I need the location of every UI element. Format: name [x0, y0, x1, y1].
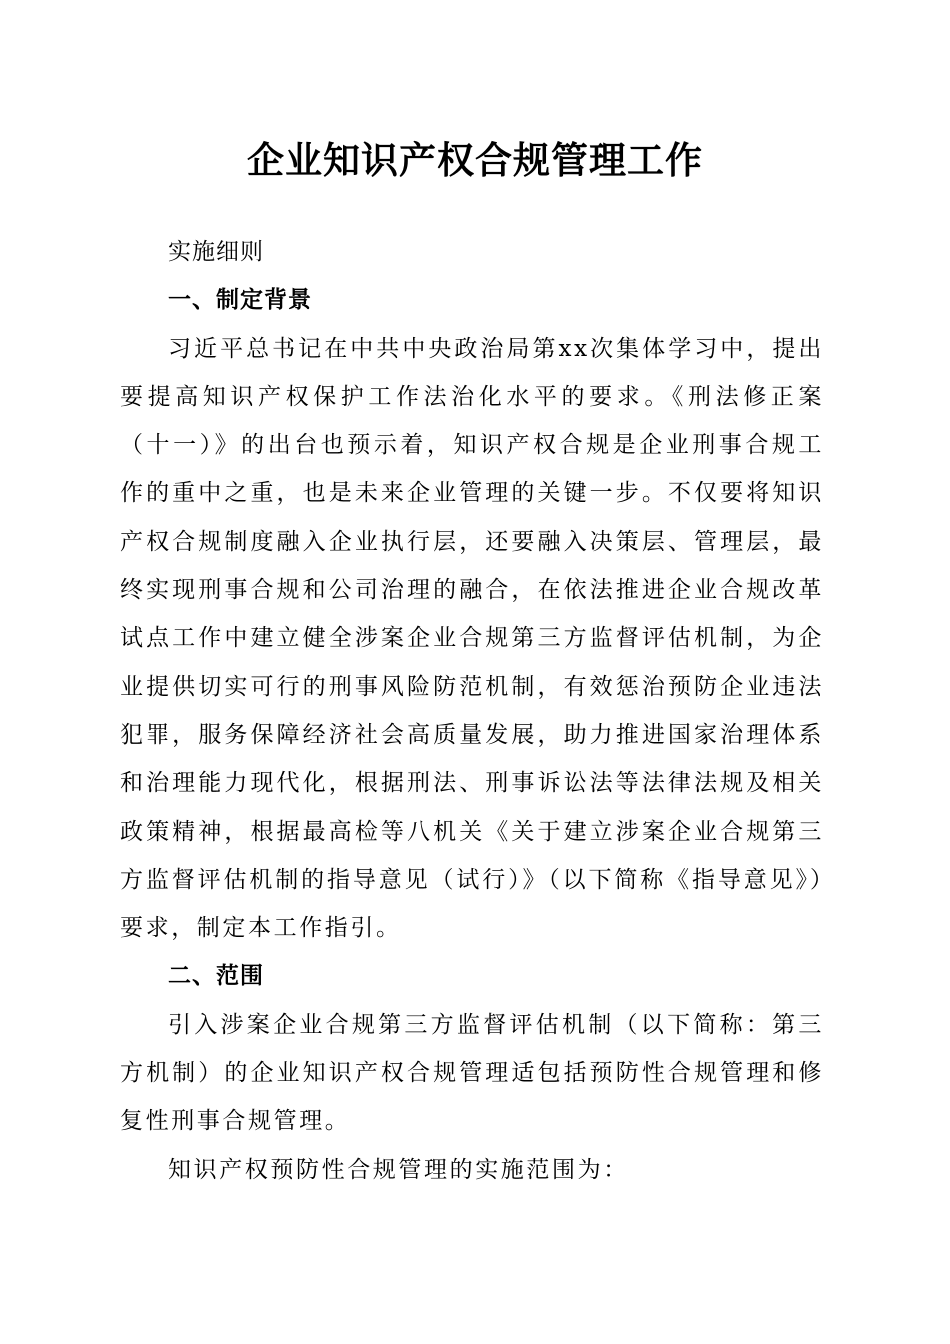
- section-heading-scope: 二、范围: [168, 963, 264, 990]
- document-body: [120, 228, 824, 1194]
- document-subtitle: 实施细则: [168, 239, 264, 265]
- paragraph-scope-intro: 引入涉案企业合规第三方监督评估机制（以下简称：第三方机制）的企业知识产权合规管理适包括预防性合规管理和修复性刑事合规管理。: [120, 1011, 824, 1135]
- document-title: 企业知识产权合规管理工作: [247, 138, 703, 182]
- paragraph-background: 习近平总书记在中共中央政治局第xx次集体学习中，提出要提高知识产权保护工作法治化水平的要求。《刑法修正案（十一）》的出台也预示着，知识产权合规是企业刑事合规工作的重中之重，也是未来企业管理的关键一步。不仅要将知识产权合规制度融入企业执行层，还要融入决策层、管理层，最终实现刑事合规和公司治理的融合，在依法推进企业合规改革试点工作中建立健全涉案企业合规第三方监督评估机制，为企业提供切实可行的刑事风险防范机制，有效惩治预防企业违法犯罪，服务保障经济社会高质量发展，助力推进国家治理体系和治理能力现代化，根据刑法、刑事诉讼法等法律法规及相关政策精神，根据最高检等八机关《关于建立涉案企业合规第三方监督评估机制的指导意见（试行）》（以下简称《指导意见》）要求，制定本工作指引。: [120, 335, 824, 942]
- section-heading-background: 一、制定背景: [168, 287, 312, 314]
- paragraph-scope-preventive: 知识产权预防性合规管理的实施范围为：: [168, 1156, 629, 1183]
